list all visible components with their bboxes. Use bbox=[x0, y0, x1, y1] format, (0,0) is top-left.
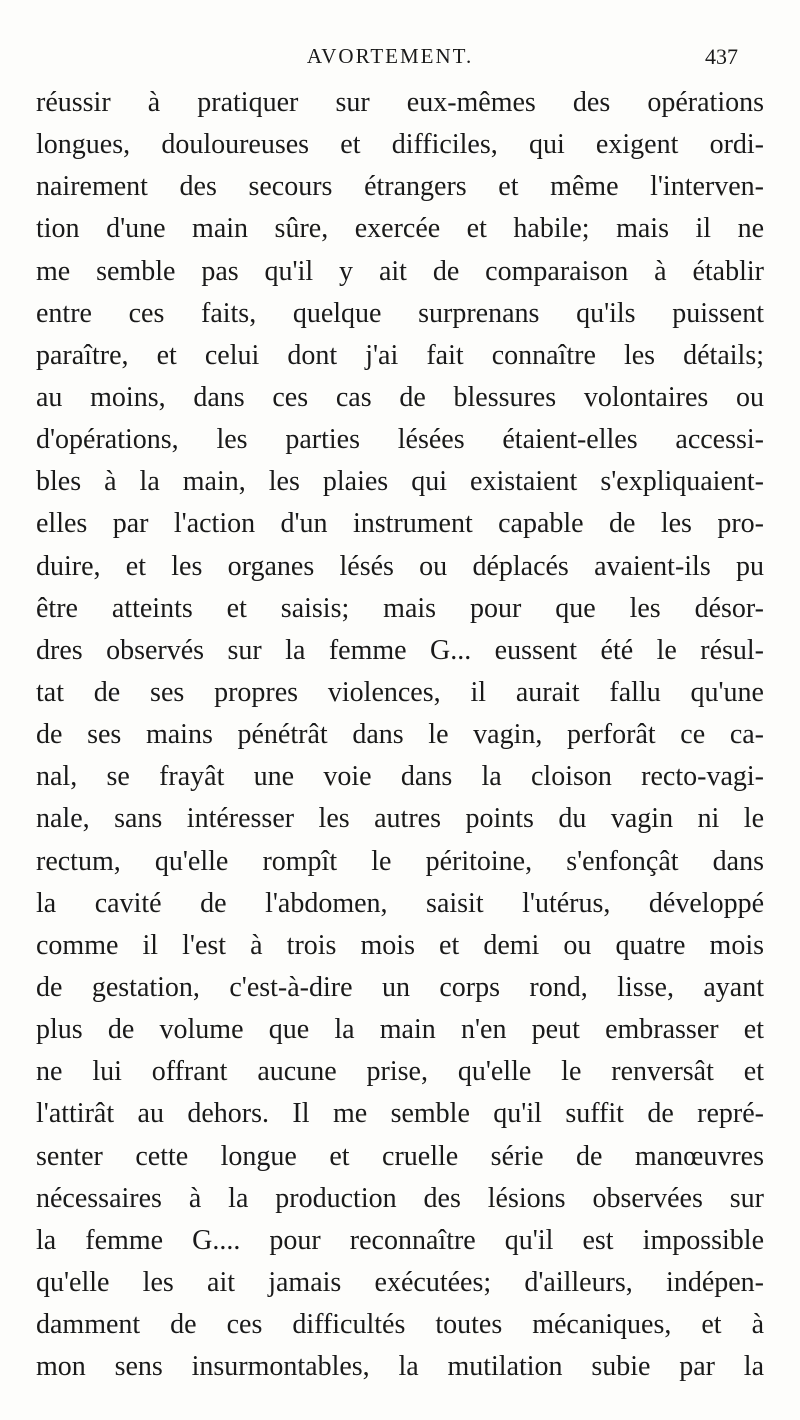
text-line: de gestation, c'est-à-dire un corps rond, lisse, ayant bbox=[36, 971, 764, 1003]
text-line: être atteints et saisis; mais pour que les désor- bbox=[36, 592, 764, 624]
text-line: qu'elle les ait jamais exécutées; d'ailleurs, indépen- bbox=[36, 1266, 764, 1298]
text-line: tion d'une main sûre, exercée et habile; mais il ne bbox=[36, 213, 764, 245]
text-line: plus de volume que la main n'en peut embrasser et bbox=[36, 1014, 764, 1046]
text-line: nairement des secours étrangers et même l'interven- bbox=[36, 171, 764, 203]
text-line: tat de ses propres violences, il aurait fallu qu'une bbox=[36, 676, 764, 708]
text-line: mon sens insurmontables, la mutilation subie par la bbox=[36, 1351, 764, 1383]
text-line: au moins, dans ces cas de blessures volontaires ou bbox=[36, 381, 764, 413]
page-number: 437 bbox=[705, 44, 738, 69]
text-line: damment de ces difficultés toutes mécaniques, et à bbox=[36, 1309, 764, 1341]
text-line: entre ces faits, quelque surprenans qu'ils puissent bbox=[36, 297, 764, 329]
text-line: ne lui offrant aucune prise, qu'elle le renversât et bbox=[36, 1056, 764, 1088]
text-line: rectum, qu'elle rompît le péritoine, s'enfonçât dans bbox=[36, 845, 764, 877]
text-line: d'opérations, les parties lésées étaient-elles accessi- bbox=[36, 424, 764, 456]
running-head: AVORTEMENT. bbox=[306, 44, 474, 68]
text-line: l'attirât au dehors. Il me semble qu'il suffit de repré- bbox=[36, 1098, 764, 1130]
text-line: la femme G.... pour reconnaître qu'il est impossible bbox=[36, 1224, 764, 1256]
text-line: senter cette longue et cruelle série de manœuvres bbox=[36, 1140, 764, 1172]
text-line: me semble pas qu'il y ait de comparaison à établir bbox=[36, 255, 764, 287]
text-line: nale, sans intéresser les autres points du vagin ni le bbox=[36, 803, 764, 835]
text-line: elles par l'action d'un instrument capable de les pro- bbox=[36, 508, 764, 540]
text-line: réussir à pratiquer sur eux-mêmes des opérations bbox=[36, 87, 764, 118]
body-text bbox=[36, 82, 764, 1388]
text-line: la cavité de l'abdomen, saisit l'utérus, développé bbox=[36, 887, 764, 919]
text-line: bles à la main, les plaies qui existaient s'expliquaient- bbox=[36, 466, 764, 498]
text-line: duire, et les organes lésés ou déplacés avaient-ils pu bbox=[36, 550, 764, 582]
text-line: dres observés sur la femme G... eussent été le résul- bbox=[36, 634, 764, 666]
page-header bbox=[0, 40, 800, 80]
text-line: comme il l'est à trois mois et demi ou quatre mois bbox=[36, 929, 764, 961]
text-line: longues, douloureuses et difficiles, qui exigent ordi- bbox=[36, 129, 764, 161]
text-line: nécessaires à la production des lésions observées sur bbox=[36, 1182, 764, 1214]
text-line: paraître, et celui dont j'ai fait connaître les détails; bbox=[36, 339, 764, 371]
text-line: nal, se frayât une voie dans la cloison recto-vagi- bbox=[36, 761, 764, 793]
text-line: de ses mains pénétrât dans le vagin, perforât ce ca- bbox=[36, 719, 764, 751]
